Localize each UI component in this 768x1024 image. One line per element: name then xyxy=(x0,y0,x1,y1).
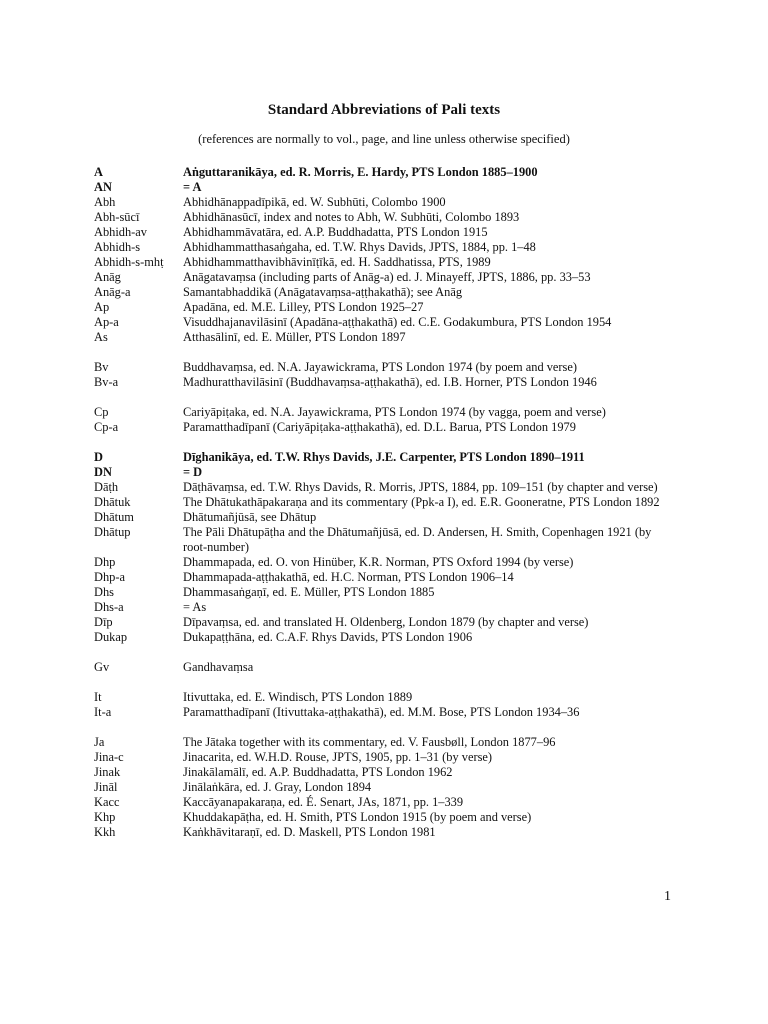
abbreviation-entry xyxy=(94,480,674,495)
abbreviation-entry xyxy=(94,225,674,240)
entry-abbreviation: Cp xyxy=(94,405,109,419)
entry-description: Itivuttaka, ed. E. Windisch, PTS London 1889 xyxy=(183,690,413,704)
entry-abbreviation: Bv xyxy=(94,360,109,374)
entry-description: Buddhavaṃsa, ed. N.A. Jayawickrama, PTS London 1974 (by poem and verse) xyxy=(183,360,578,374)
entry-abbreviation: It xyxy=(94,690,102,704)
abbreviation-entry xyxy=(94,165,674,180)
entry-description: Dhammasaṅgaṇī, ed. E. Müller, PTS London 1885 xyxy=(183,585,435,599)
entry-description: Abhidhammāvatāra, ed. A.P. Buddhadatta, PTS London 1915 xyxy=(183,225,488,239)
abbreviation-entry xyxy=(94,405,674,420)
entry-description: Dīghanikāya, ed. T.W. Rhys Davids, J.E. Carpenter, PTS London 1890–1911 xyxy=(183,450,585,464)
abbreviation-entry xyxy=(94,735,674,750)
entry-description: Visuddhajanavilāsinī (Apadāna-aṭṭhakathā) ed. C.E. Godakumbura, PTS London 1954 xyxy=(183,315,612,329)
entry-description: Abhidhānappadīpikā, ed. W. Subhūti, Colombo 1900 xyxy=(183,195,446,209)
abbreviation-entry xyxy=(94,615,674,630)
abbreviation-entry xyxy=(94,300,674,315)
entry-description: Paramatthadīpanī (Cariyāpiṭaka-aṭṭhakathā), ed. D.L. Barua, PTS London 1979 xyxy=(183,420,576,434)
entry-abbreviation: Dhp-a xyxy=(94,570,125,584)
entry-description: Dhātumañjūsā, see Dhātup xyxy=(183,510,317,524)
entry-abbreviation: As xyxy=(94,330,108,344)
entry-abbreviation: Bv-a xyxy=(94,375,119,389)
abbreviation-entry xyxy=(94,525,674,555)
entry-description: Dhammapada-aṭṭhakathā, ed. H.C. Norman, PTS London 1906–14 xyxy=(183,570,514,584)
entry-abbreviation: Jināl xyxy=(94,780,118,794)
entry-abbreviation: Anāg-a xyxy=(94,285,131,299)
entry-description: Abhidhānasūcī, index and notes to Abh, W. Subhūti, Colombo 1893 xyxy=(183,210,520,224)
abbreviation-entry xyxy=(94,330,674,345)
entry-abbreviation: Dhp xyxy=(94,555,116,569)
entry-abbreviation: Dhs xyxy=(94,585,114,599)
entry-abbreviation: Dhātuk xyxy=(94,495,131,509)
entry-abbreviation: Anāg xyxy=(94,270,121,284)
entry-abbreviation: Abhidh-s xyxy=(94,240,141,254)
abbreviation-entry xyxy=(94,825,674,840)
abbreviation-entry xyxy=(94,315,674,330)
entry-abbreviation: Jina-c xyxy=(94,750,124,764)
abbreviation-entry xyxy=(94,375,674,390)
abbreviation-entry xyxy=(94,240,674,255)
abbreviation-list xyxy=(94,165,674,840)
abbreviation-entry xyxy=(94,690,674,705)
entry-description: Jinakālamālī, ed. A.P. Buddhadatta, PTS London 1962 xyxy=(183,765,453,779)
entry-description: Dhammapada, ed. O. von Hinüber, K.R. Norman, PTS Oxford 1994 (by verse) xyxy=(183,555,574,569)
entry-abbreviation: It-a xyxy=(94,705,112,719)
abbreviation-entry xyxy=(94,195,674,210)
entry-description: Jinālaṅkāra, ed. J. Gray, London 1894 xyxy=(183,780,372,794)
entry-description: Paramatthadīpanī (Itivuttaka-aṭṭhakathā), ed. M.M. Bose, PTS London 1934–36 xyxy=(183,705,580,719)
entry-description: Khuddakapāṭha, ed. H. Smith, PTS London 1915 (by poem and verse) xyxy=(183,810,532,824)
abbreviation-entry xyxy=(94,510,674,525)
entry-abbreviation: Dhātup xyxy=(94,525,131,539)
entry-description: Apadāna, ed. M.E. Lilley, PTS London 1925–27 xyxy=(183,300,424,314)
entry-description: Madhuratthavilāsinī (Buddhavaṃsa-aṭṭhakathā), ed. I.B. Horner, PTS London 1946 xyxy=(183,375,597,389)
entry-abbreviation: DN xyxy=(94,465,112,479)
abbreviation-entry xyxy=(94,360,674,375)
entry-description: Cariyāpiṭaka, ed. N.A. Jayawickrama, PTS London 1974 (by vagga, poem and verse) xyxy=(183,405,606,419)
entry-abbreviation: Gv xyxy=(94,660,110,674)
abbreviation-entry xyxy=(94,270,674,285)
entry-abbreviation: Dhātum xyxy=(94,510,134,524)
entry-description: = As xyxy=(183,600,207,614)
abbreviation-entry xyxy=(94,285,674,300)
entry-abbreviation: Ap-a xyxy=(94,315,119,329)
abbreviation-entry xyxy=(94,210,674,225)
entry-abbreviation: Abh-sūcī xyxy=(94,210,140,224)
entry-description: Abhidhammatthavibhāvinīṭīkā, ed. H. Saddhatissa, PTS, 1989 xyxy=(183,255,491,269)
abbreviation-entry xyxy=(94,705,674,720)
entry-abbreviation: Cp-a xyxy=(94,420,119,434)
abbreviation-entry xyxy=(94,660,674,675)
entry-description: Atthasālinī, ed. E. Müller, PTS London 1897 xyxy=(183,330,406,344)
entry-abbreviation: Abh xyxy=(94,195,116,209)
entry-description: Samantabhaddikā (Anāgatavaṃsa-aṭṭhakathā); see Anāg xyxy=(183,285,463,299)
entry-abbreviation: Kkh xyxy=(94,825,116,839)
abbreviation-entry xyxy=(94,765,674,780)
abbreviation-entry xyxy=(94,570,674,585)
entry-abbreviation: Dīp xyxy=(94,615,113,629)
entry-description: Dāṭhāvaṃsa, ed. T.W. Rhys Davids, R. Morris, JPTS, 1884, pp. 109–151 (by chapter and verse) xyxy=(183,480,658,494)
entry-description: Dukapaṭṭhāna, ed. C.A.F. Rhys Davids, PTS London 1906 xyxy=(183,630,473,644)
entry-abbreviation: Ja xyxy=(94,735,105,749)
entry-abbreviation: Dāṭh xyxy=(94,480,119,494)
entry-description: Aṅguttaranikāya, ed. R. Morris, E. Hardy, PTS London 1885–1900 xyxy=(183,165,538,179)
entry-abbreviation: Dhs-a xyxy=(94,600,124,614)
abbreviation-entry xyxy=(94,600,674,615)
entry-description: Gandhavaṃsa xyxy=(183,660,254,674)
page-title: Standard Abbreviations of Pali texts xyxy=(267,102,501,118)
abbreviation-entry xyxy=(94,795,674,810)
entry-description: Dīpavaṃsa, ed. and translated H. Oldenberg, London 1879 (by chapter and verse) xyxy=(183,615,589,629)
entry-abbreviation: Ap xyxy=(94,300,110,314)
entry-abbreviation: Abhidh-av xyxy=(94,225,147,239)
entry-abbreviation: Jinak xyxy=(94,765,121,779)
entry-abbreviation: Dukap xyxy=(94,630,128,644)
abbreviation-entry xyxy=(94,630,674,645)
entry-description: The Pāli Dhātupāṭha and the Dhātumañjūsā, ed. D. Andersen, H. Smith, Copenhagen 1921 (by root-number) xyxy=(183,525,652,554)
abbreviation-entry xyxy=(94,420,674,435)
abbreviation-entry xyxy=(94,465,674,480)
abbreviation-entry xyxy=(94,750,674,765)
entry-description: Anāgatavaṃsa (including parts of Anāg-a) ed. J. Minayeff, JPTS, 1886, pp. 33–53 xyxy=(183,270,591,284)
entry-abbreviation: Khp xyxy=(94,810,116,824)
entry-abbreviation: AN xyxy=(94,180,112,194)
entry-description: Abhidhammatthasaṅgaha, ed. T.W. Rhys Davids, JPTS, 1884, pp. 1–48 xyxy=(183,240,536,254)
entry-abbreviation: A xyxy=(94,165,103,179)
page-subtitle: (references are normally to vol., page, and line unless otherwise specified) xyxy=(198,132,570,146)
entry-description: The Dhātukathāpakaraṇa and its commentary (Ppk-a I), ed. E.R. Gooneratne, PTS London 1892 xyxy=(183,495,660,509)
entry-description: Jinacarita, ed. W.H.D. Rouse, JPTS, 1905, pp. 1–31 (by verse) xyxy=(183,750,493,764)
abbreviation-entry xyxy=(94,780,674,795)
abbreviation-entry xyxy=(94,585,674,600)
abbreviation-entry xyxy=(94,555,674,570)
entry-abbreviation: Kacc xyxy=(94,795,120,809)
abbreviation-entry xyxy=(94,495,674,510)
entry-abbreviation: D xyxy=(94,450,103,464)
entry-description: = D xyxy=(183,465,203,479)
abbreviation-entry xyxy=(94,450,674,465)
entry-description: Kaṅkhāvitaraṇī, ed. D. Maskell, PTS London 1981 xyxy=(183,825,436,839)
entry-description: = A xyxy=(183,180,202,194)
abbreviation-entry xyxy=(94,180,674,195)
page-number: 1 xyxy=(664,889,671,904)
abbreviation-entry xyxy=(94,810,674,825)
entry-description: The Jātaka together with its commentary, ed. V. Fausbøll, London 1877–96 xyxy=(183,735,556,749)
entry-abbreviation: Abhidh-s-mhṭ xyxy=(94,255,164,269)
entry-description: Kaccāyanapakaraṇa, ed. É. Senart, JAs, 1871, pp. 1–339 xyxy=(183,795,464,809)
abbreviation-entry xyxy=(94,255,674,270)
